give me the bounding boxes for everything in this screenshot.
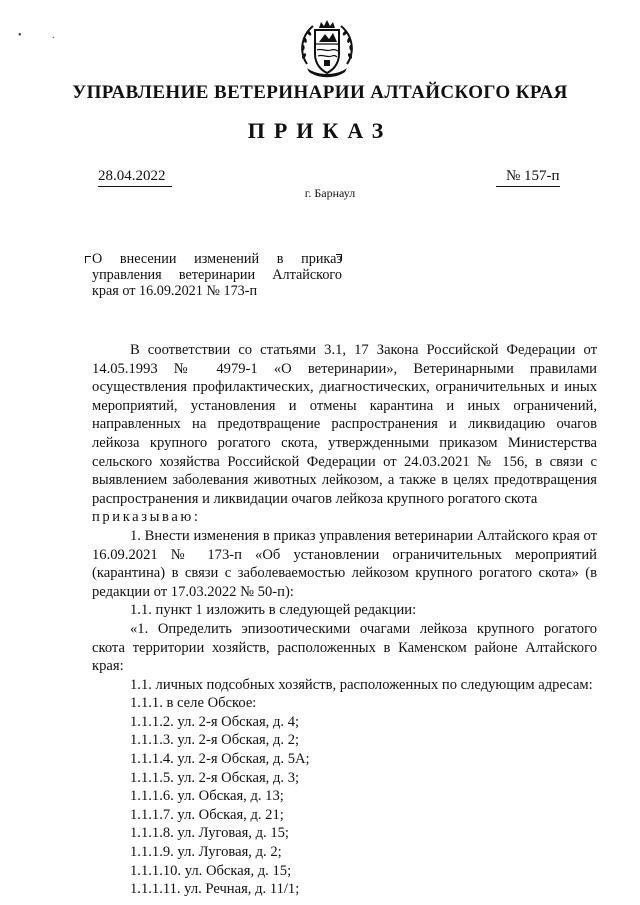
address-list-item: 1.1.1.11. ул. Речная, д. 11/1; <box>130 881 300 898</box>
paragraph-item-1: 1. Внести изменения в приказ управления ветеринарии Алтайского края от 16.09.2021 № 173-п «Об установлении ограничительных мероприятий (карантина) в связи с заболеваемостью лейкозом крупного рогатого скота» (в редакции от 17.03.2022 № 50-п): <box>92 527 597 600</box>
preamble-paragraph: В соответствии со статьями 3.1, 17 Закона Российской Федерации от 14.05.1993 № 4979-1 «О ветеринарии», Ветеринарными правилами осуществления профилактических, диагностических, ограничительных и иных мероприятий, установления и отмены карантина и иных ограничений, направленных на предотвращение распространения и ликвидацию очагов лейкоза крупного рогатого скота, утвержденными приказом Министерства сельского хозяйства Российской Федерации от 24.03.2021 № 156, в связи с выявлением заболевания животных лейкозом, а также в целях предотвращения распространения и ликвидации очагов лейкоза крупного рогатого скота <box>92 342 597 507</box>
order-date: 28.04.2022 <box>98 168 172 187</box>
coat-of-arms-altai-krai-icon <box>295 18 359 82</box>
address-list <box>92 694 597 899</box>
order-subject: О внесении изменений в приказ управления ветеринарии Алтайского края от 16.09.2021 № 173-п <box>92 251 342 299</box>
address-list-item: 1.1.1. в селе Обское: <box>130 695 257 712</box>
order-directive: приказываю: <box>92 509 201 526</box>
subject-bracket-left <box>85 256 91 263</box>
issue-city: г. Барнаул <box>304 186 356 200</box>
address-list-item: 1.1.1.8. ул. Луговая, д. 15; <box>130 825 289 842</box>
address-list-item: 1.1.1.10. ул. Обская, д. 15; <box>130 862 292 879</box>
address-list-item: 1.1.1.3. ул. 2-я Обская, д. 2; <box>130 732 300 749</box>
scan-marks: • . <box>18 30 69 41</box>
document-type-title: ПРИКАЗ <box>247 118 393 143</box>
address-list-item: 1.1.1.2. ул. 2-я Обская, д. 4; <box>130 713 300 730</box>
organization-title: УПРАВЛЕНИЕ ВЕТЕРИНАРИИ АЛТАЙСКОГО КРАЯ <box>72 82 568 103</box>
order-number: № 157-п <box>496 168 560 187</box>
paragraph-private-farms: 1.1. личных подсобных хозяйств, расположенных по следующим адресам: <box>130 676 593 693</box>
quoted-item-1: «1. Определить эпизоотическими очагами лейкоза крупного рогатого скота территории хозяйств, расположенных в Каменском районе Алтайского края: <box>92 620 597 675</box>
paragraph-item-1-1: 1.1. пункт 1 изложить в следующей редакции: <box>130 602 417 619</box>
address-list-item: 1.1.1.9. ул. Луговая, д. 2; <box>130 844 282 861</box>
address-list-item: 1.1.1.6. ул. Обская, д. 13; <box>130 788 284 805</box>
address-list-item: 1.1.1.7. ул. Обская, д. 21; <box>130 806 284 823</box>
address-list-item: 1.1.1.5. ул. 2-я Обская, д. 3; <box>130 769 300 786</box>
address-list-item: 1.1.1.4. ул. 2-я Обская, д. 5А; <box>130 751 310 768</box>
order-body <box>92 341 597 899</box>
